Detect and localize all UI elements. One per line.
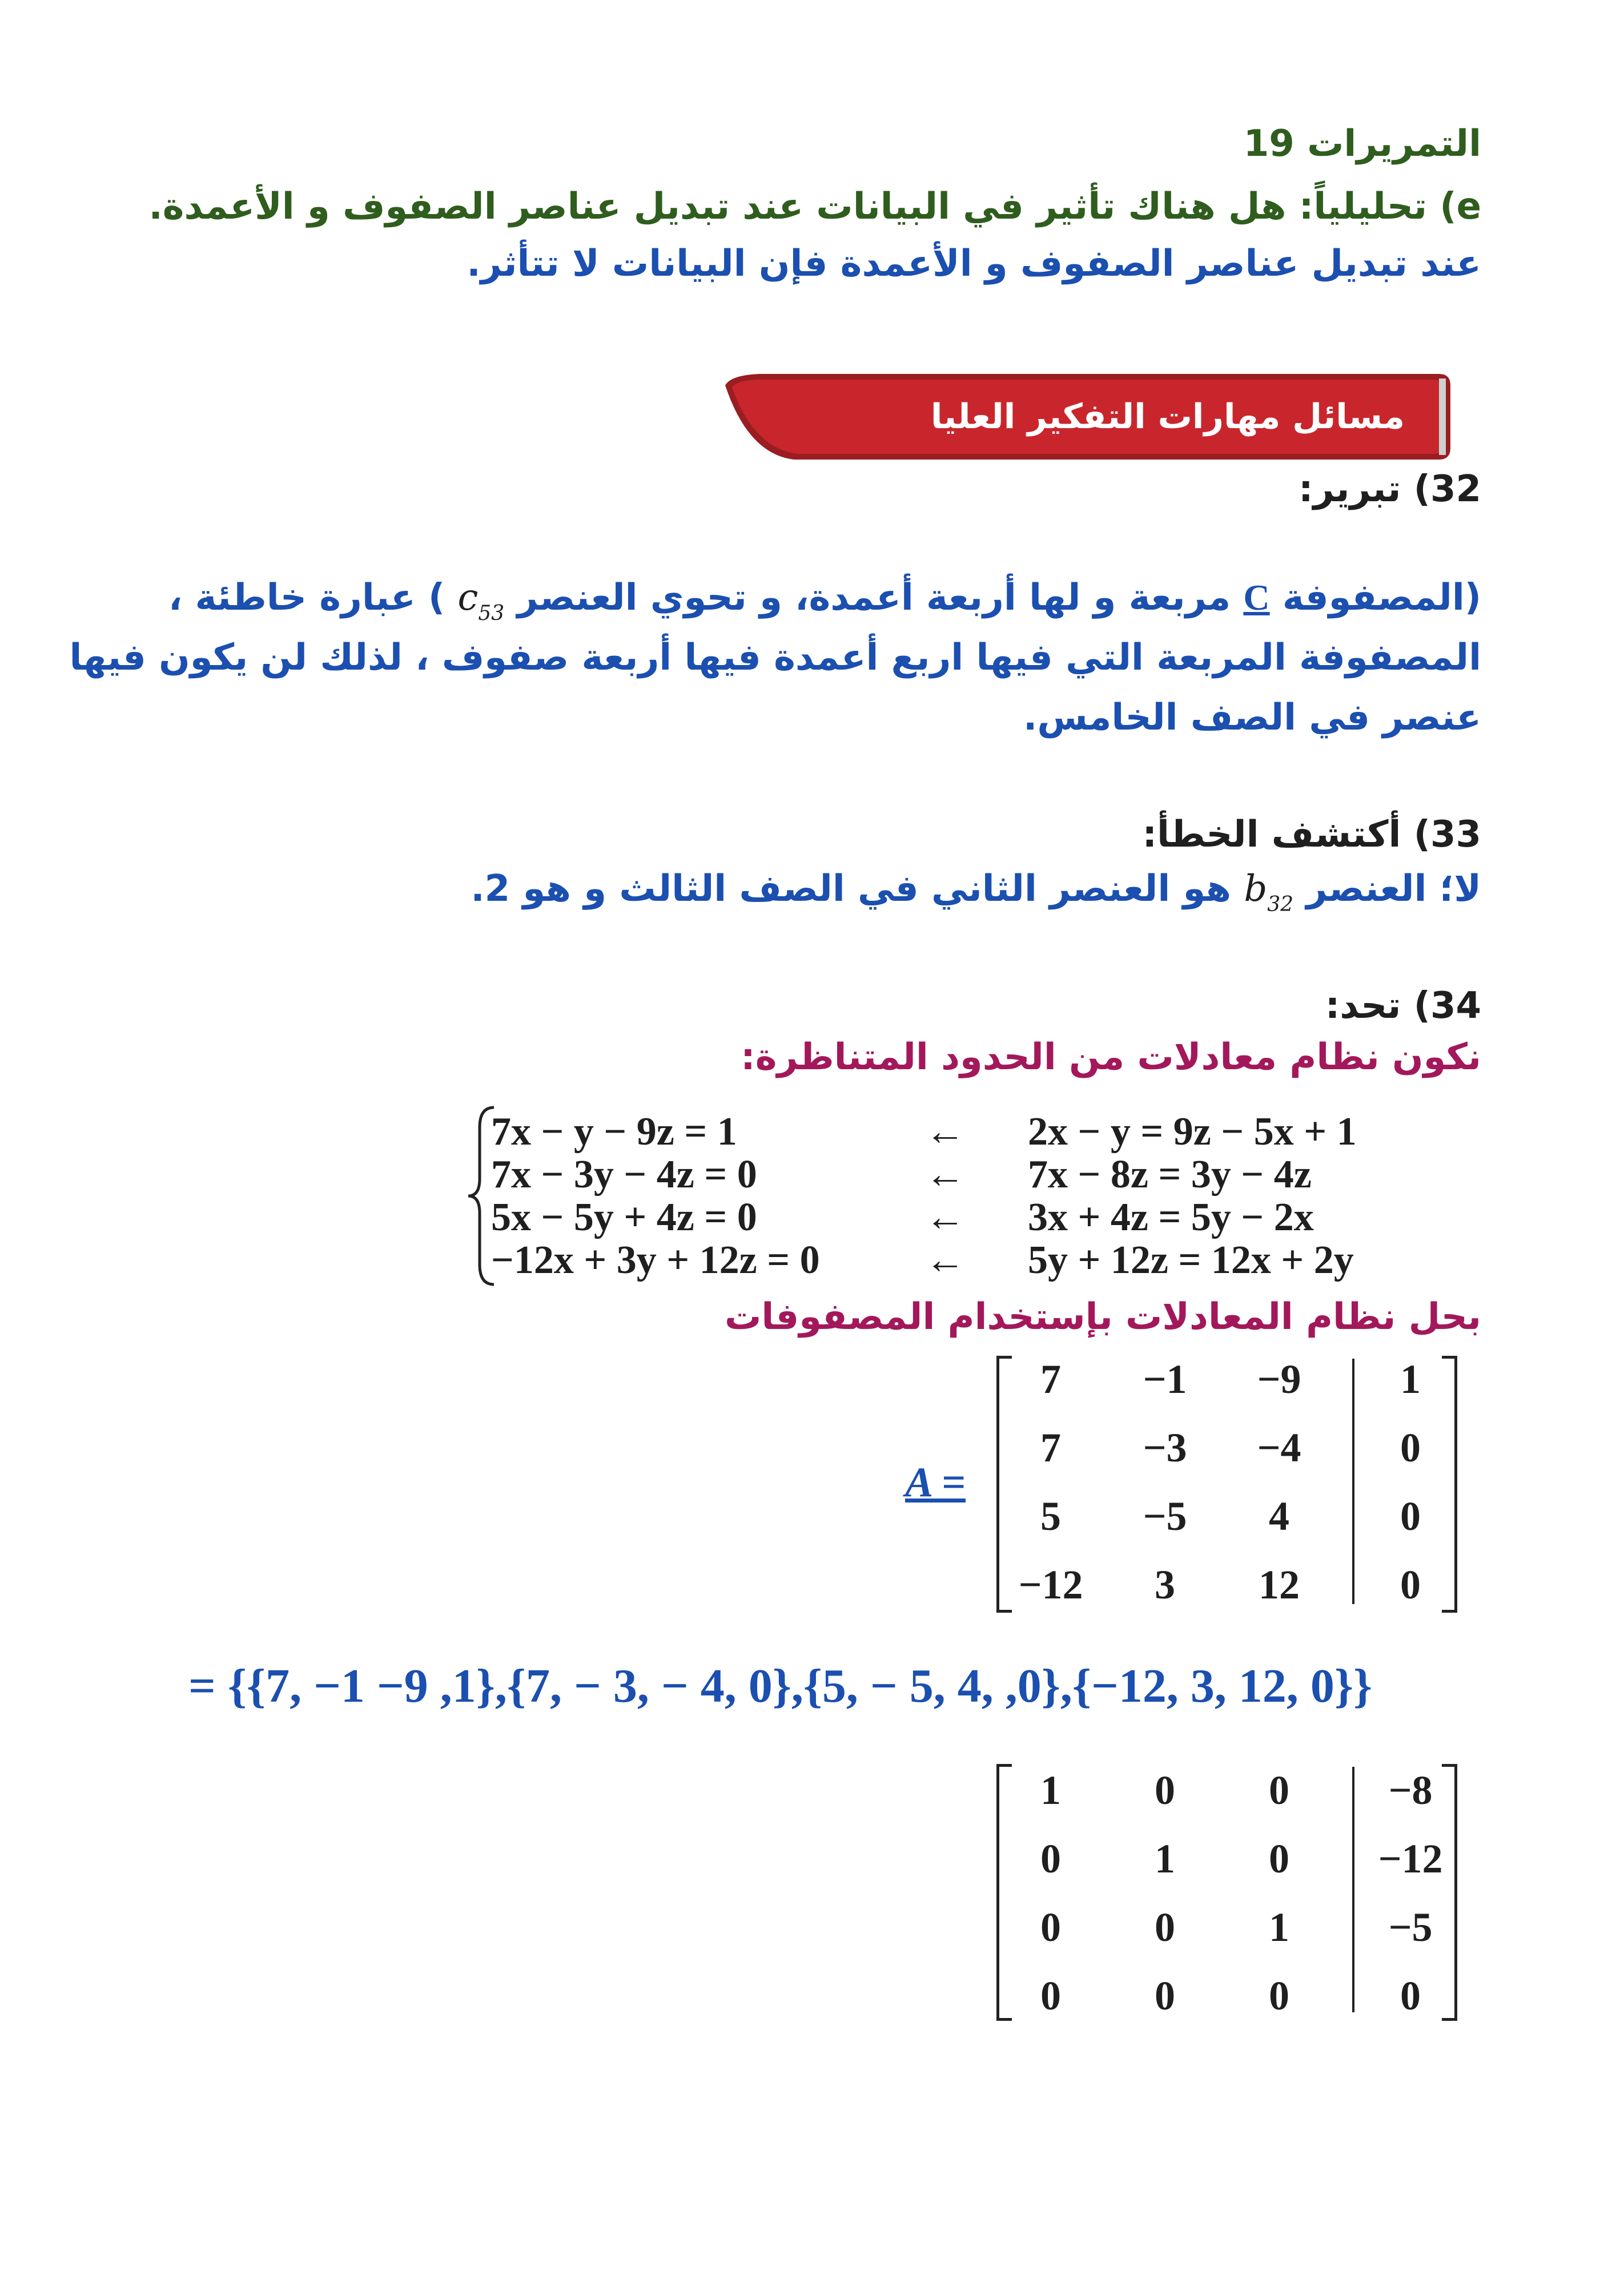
q33-label: 33) أكتشف الخطأ:: [1142, 813, 1481, 856]
left-arrow-icon: ←: [925, 1110, 965, 1154]
q32-line1: [168, 577, 1481, 625]
matrix-cell: −5: [1388, 1904, 1433, 1950]
matrix-a-augment-line: [1352, 1359, 1354, 1604]
higher-thinking-banner: [725, 374, 1450, 460]
original-equations: [1028, 1110, 1357, 1282]
matrix-cell: 0: [1400, 1562, 1421, 1608]
q32-line3: عنصر في الصف الخامس.: [1023, 696, 1481, 739]
q32-line1-b: مربعة و لها أربعة أعمدة، و تحوي العنصر: [517, 577, 1231, 619]
q32-line2: المصفوفة المربعة التي فيها اربع أعمدة فيها أربعة صفوف ، لذلك لن يكون فيها: [69, 637, 1481, 679]
q34-instruction2: بحل نظام المعادلات بإستخدام المصفوفات: [725, 1296, 1481, 1338]
question-e: e) تحليلياً: هل هناك تأثير في البيانات عند تبديل عناصر الصفوف و الأعمدة.: [148, 186, 1481, 228]
matrix-cell: 5: [1040, 1493, 1061, 1539]
matrix-cell: −5: [1143, 1493, 1187, 1539]
element-c-sub: 53: [478, 602, 505, 625]
q34-label: 34) تحد:: [1325, 985, 1481, 1027]
matrix-cell: 4: [1269, 1493, 1289, 1539]
matrix-cell: 0: [1400, 1493, 1421, 1539]
matrix-r-augment-line: [1352, 1767, 1354, 2012]
arrow-column: [925, 1110, 965, 1282]
matrix-cell: −4: [1257, 1425, 1301, 1471]
q33-answer: [471, 868, 1481, 916]
matrix-cell: −12: [1378, 1836, 1443, 1882]
matrix-cell: 1: [1400, 1356, 1421, 1402]
matrix-cell: −9: [1257, 1356, 1301, 1402]
banner-title: مسائل مهارات التفكير العليا: [930, 397, 1405, 437]
matrix-cell: 12: [1259, 1562, 1300, 1608]
matrix-cell: 1: [1040, 1767, 1061, 1813]
answer-e: عند تبديل عناصر الصفوف و الأعمدة فإن البيانات لا تتأثر.: [467, 243, 1481, 285]
rearranged-equations: [491, 1110, 820, 1282]
q32-label: 32) تبرير:: [1299, 468, 1481, 510]
original-eq: 2x − y = 9z − 5x + 1: [1028, 1110, 1357, 1154]
matrix-cell: −1: [1143, 1356, 1187, 1402]
element-c-var: c: [457, 577, 479, 619]
left-arrow-icon: ←: [925, 1238, 965, 1282]
q34-instruction1: نكون نظام معادلات من الحدود المتناظرة:: [741, 1036, 1481, 1078]
rearranged-eq: 5x − 5y + 4z = 0: [491, 1195, 757, 1239]
matrix-c-symbol: C: [1243, 577, 1270, 618]
matrix-cell: −8: [1388, 1767, 1433, 1813]
q32-line1-a: (المصفوفة: [1282, 577, 1481, 619]
matrix-cell: 0: [1155, 1904, 1175, 1950]
matrix-cell: 0: [1400, 1425, 1421, 1471]
matrix-cell: 7: [1040, 1356, 1061, 1402]
element-c53: [457, 577, 505, 625]
matrix-cell: 0: [1040, 1904, 1061, 1950]
matrix-a-symbol: A =: [905, 1459, 966, 1506]
element-b-var: b: [1244, 868, 1268, 910]
matrix-cell: 7: [1040, 1425, 1061, 1471]
rearranged-eq: 7x − y − 9z = 1: [491, 1110, 737, 1154]
rearranged-eq: −12x + 3y + 12z = 0: [491, 1238, 820, 1282]
matrix-cell: 0: [1269, 1973, 1289, 2019]
matrix-cell: 0: [1269, 1767, 1289, 1813]
matrix-cell: 0: [1040, 1836, 1061, 1882]
matrix-cell: 0: [1155, 1973, 1175, 2019]
matrix-cell: 0: [1040, 1973, 1061, 2019]
original-eq: 5y + 12z = 12x + 2y: [1028, 1238, 1354, 1282]
element-b32: [1244, 868, 1294, 916]
matrix-cell: 3: [1155, 1562, 1175, 1608]
matrix-cell: 1: [1155, 1836, 1175, 1882]
matrix-cell: −12: [1018, 1562, 1083, 1608]
original-eq: 7x − 8z = 3y − 4z: [1028, 1153, 1312, 1197]
element-b-sub: 32: [1267, 893, 1294, 916]
original-eq: 3x + 4z = 5y − 2x: [1028, 1195, 1314, 1239]
matrix-cell: 1: [1269, 1904, 1289, 1950]
matrix-cell: 0: [1269, 1836, 1289, 1882]
matrix-cell: 0: [1400, 1973, 1421, 2019]
q33-answer-a: لا؛ العنصر: [1306, 868, 1481, 910]
matrix-cell: −3: [1143, 1425, 1187, 1471]
matrix-cell: 0: [1155, 1767, 1175, 1813]
matrix-a-label: [905, 1459, 966, 1507]
section-heading: التمريرات 19: [1243, 123, 1481, 165]
rearranged-eq: 7x − 3y − 4z = 0: [491, 1153, 757, 1197]
q32-line1-end: ) عبارة خاطئة ،: [168, 577, 445, 619]
set-notation: = {{7, −1 −9 ,1},{7, − 3, − 4, 0},{5, − 5, 4, ,0},{−12, 3, 12, 0}}: [188, 1659, 1373, 1713]
left-arrow-icon: ←: [925, 1195, 965, 1239]
q33-answer-b: هو العنصر الثاني في الصف الثالث و هو 2.: [471, 868, 1232, 910]
left-arrow-icon: ←: [925, 1153, 965, 1197]
